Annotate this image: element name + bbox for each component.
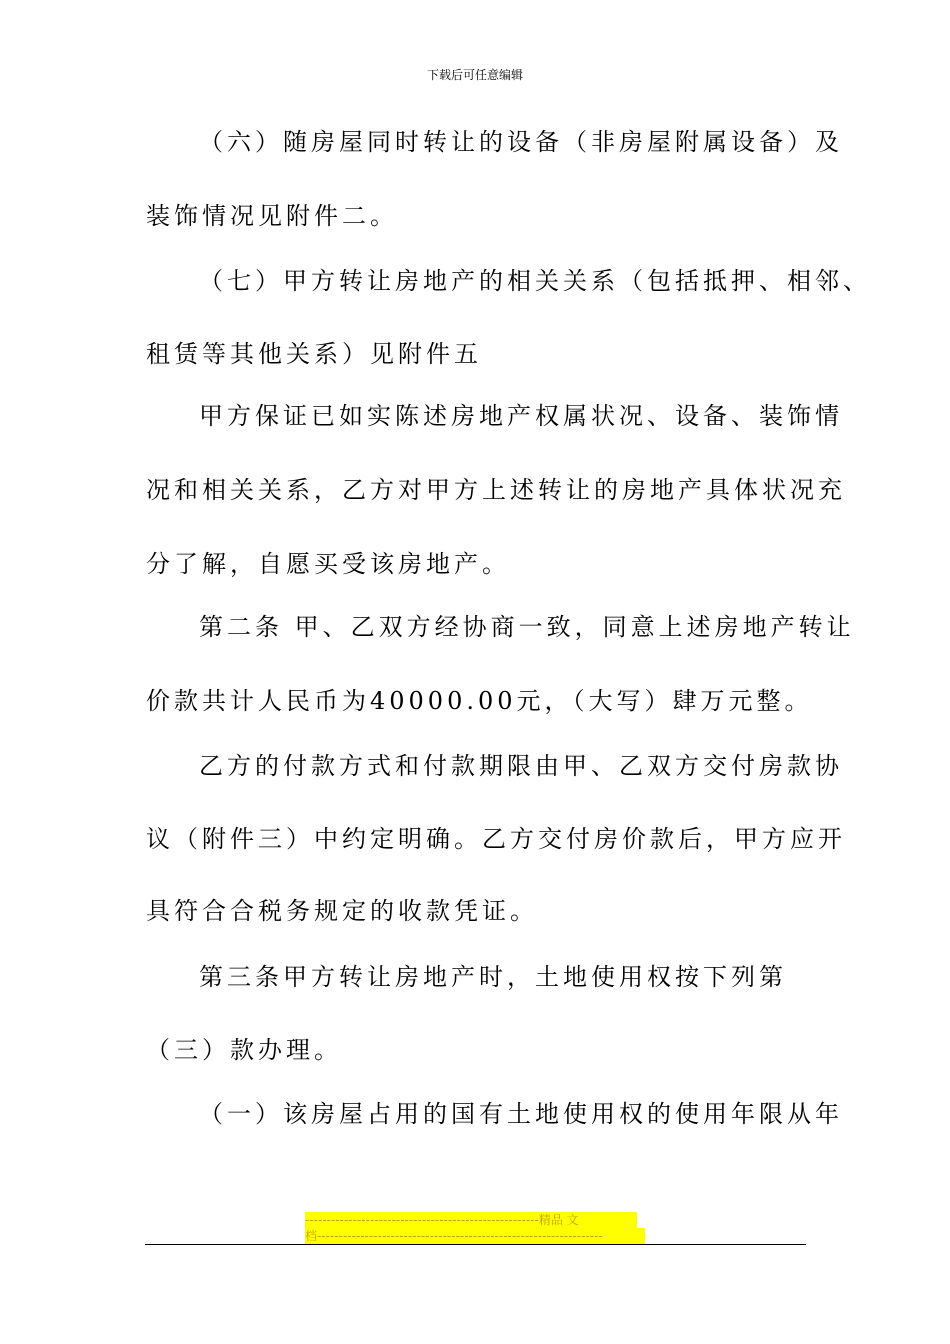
body-line: （七）甲方转让房地产的相关关系（包括抵押、相邻、 [199, 267, 871, 295]
body-line: 议（附件三）中约定明确。乙方交付房价款后，甲方应开 [146, 825, 846, 853]
body-line: （六）随房屋同时转让的设备（非房屋附属设备）及 [199, 128, 843, 156]
footer-watermark-line2: 档------------------------------------------------------------------ [305, 1228, 645, 1244]
page-header: 下载后可任意编辑 [426, 68, 523, 82]
footer-watermark-line1: ------------------------------------------------------精品 文 [305, 1212, 637, 1228]
body-line: （三）款办理。 [146, 1036, 342, 1064]
body-line: 租赁等其他关系）见附件五 [146, 340, 482, 368]
body-line: 乙方的付款方式和付款期限由甲、乙双方交付房款协 [199, 752, 843, 780]
footer-watermark [305, 1228, 645, 1248]
body-line: （一）该房屋占用的国有土地使用权的使用年限从年 [199, 1100, 843, 1128]
body-line: 第二条 甲、乙双方经协商一致，同意上述房地产转让 [199, 613, 855, 641]
body-line: 装饰情况见附件二。 [146, 202, 398, 230]
body-line: 分了解，自愿买受该房地产。 [146, 550, 510, 578]
body-line: 价款共计人民币为40000.00元，（大写）肆万元整。 [146, 687, 813, 715]
body-line: 甲方保证已如实陈述房地产权属状况、设备、装饰情 [199, 402, 843, 430]
body-line: 况和相关关系，乙方对甲方上述转让的房地产具体状况充 [146, 476, 846, 504]
body-line: 第三条甲方转让房地产时，土地使用权按下列第 [199, 963, 787, 991]
footer-divider [145, 1244, 806, 1245]
body-line: 具符合合税务规定的收款凭证。 [146, 897, 538, 925]
